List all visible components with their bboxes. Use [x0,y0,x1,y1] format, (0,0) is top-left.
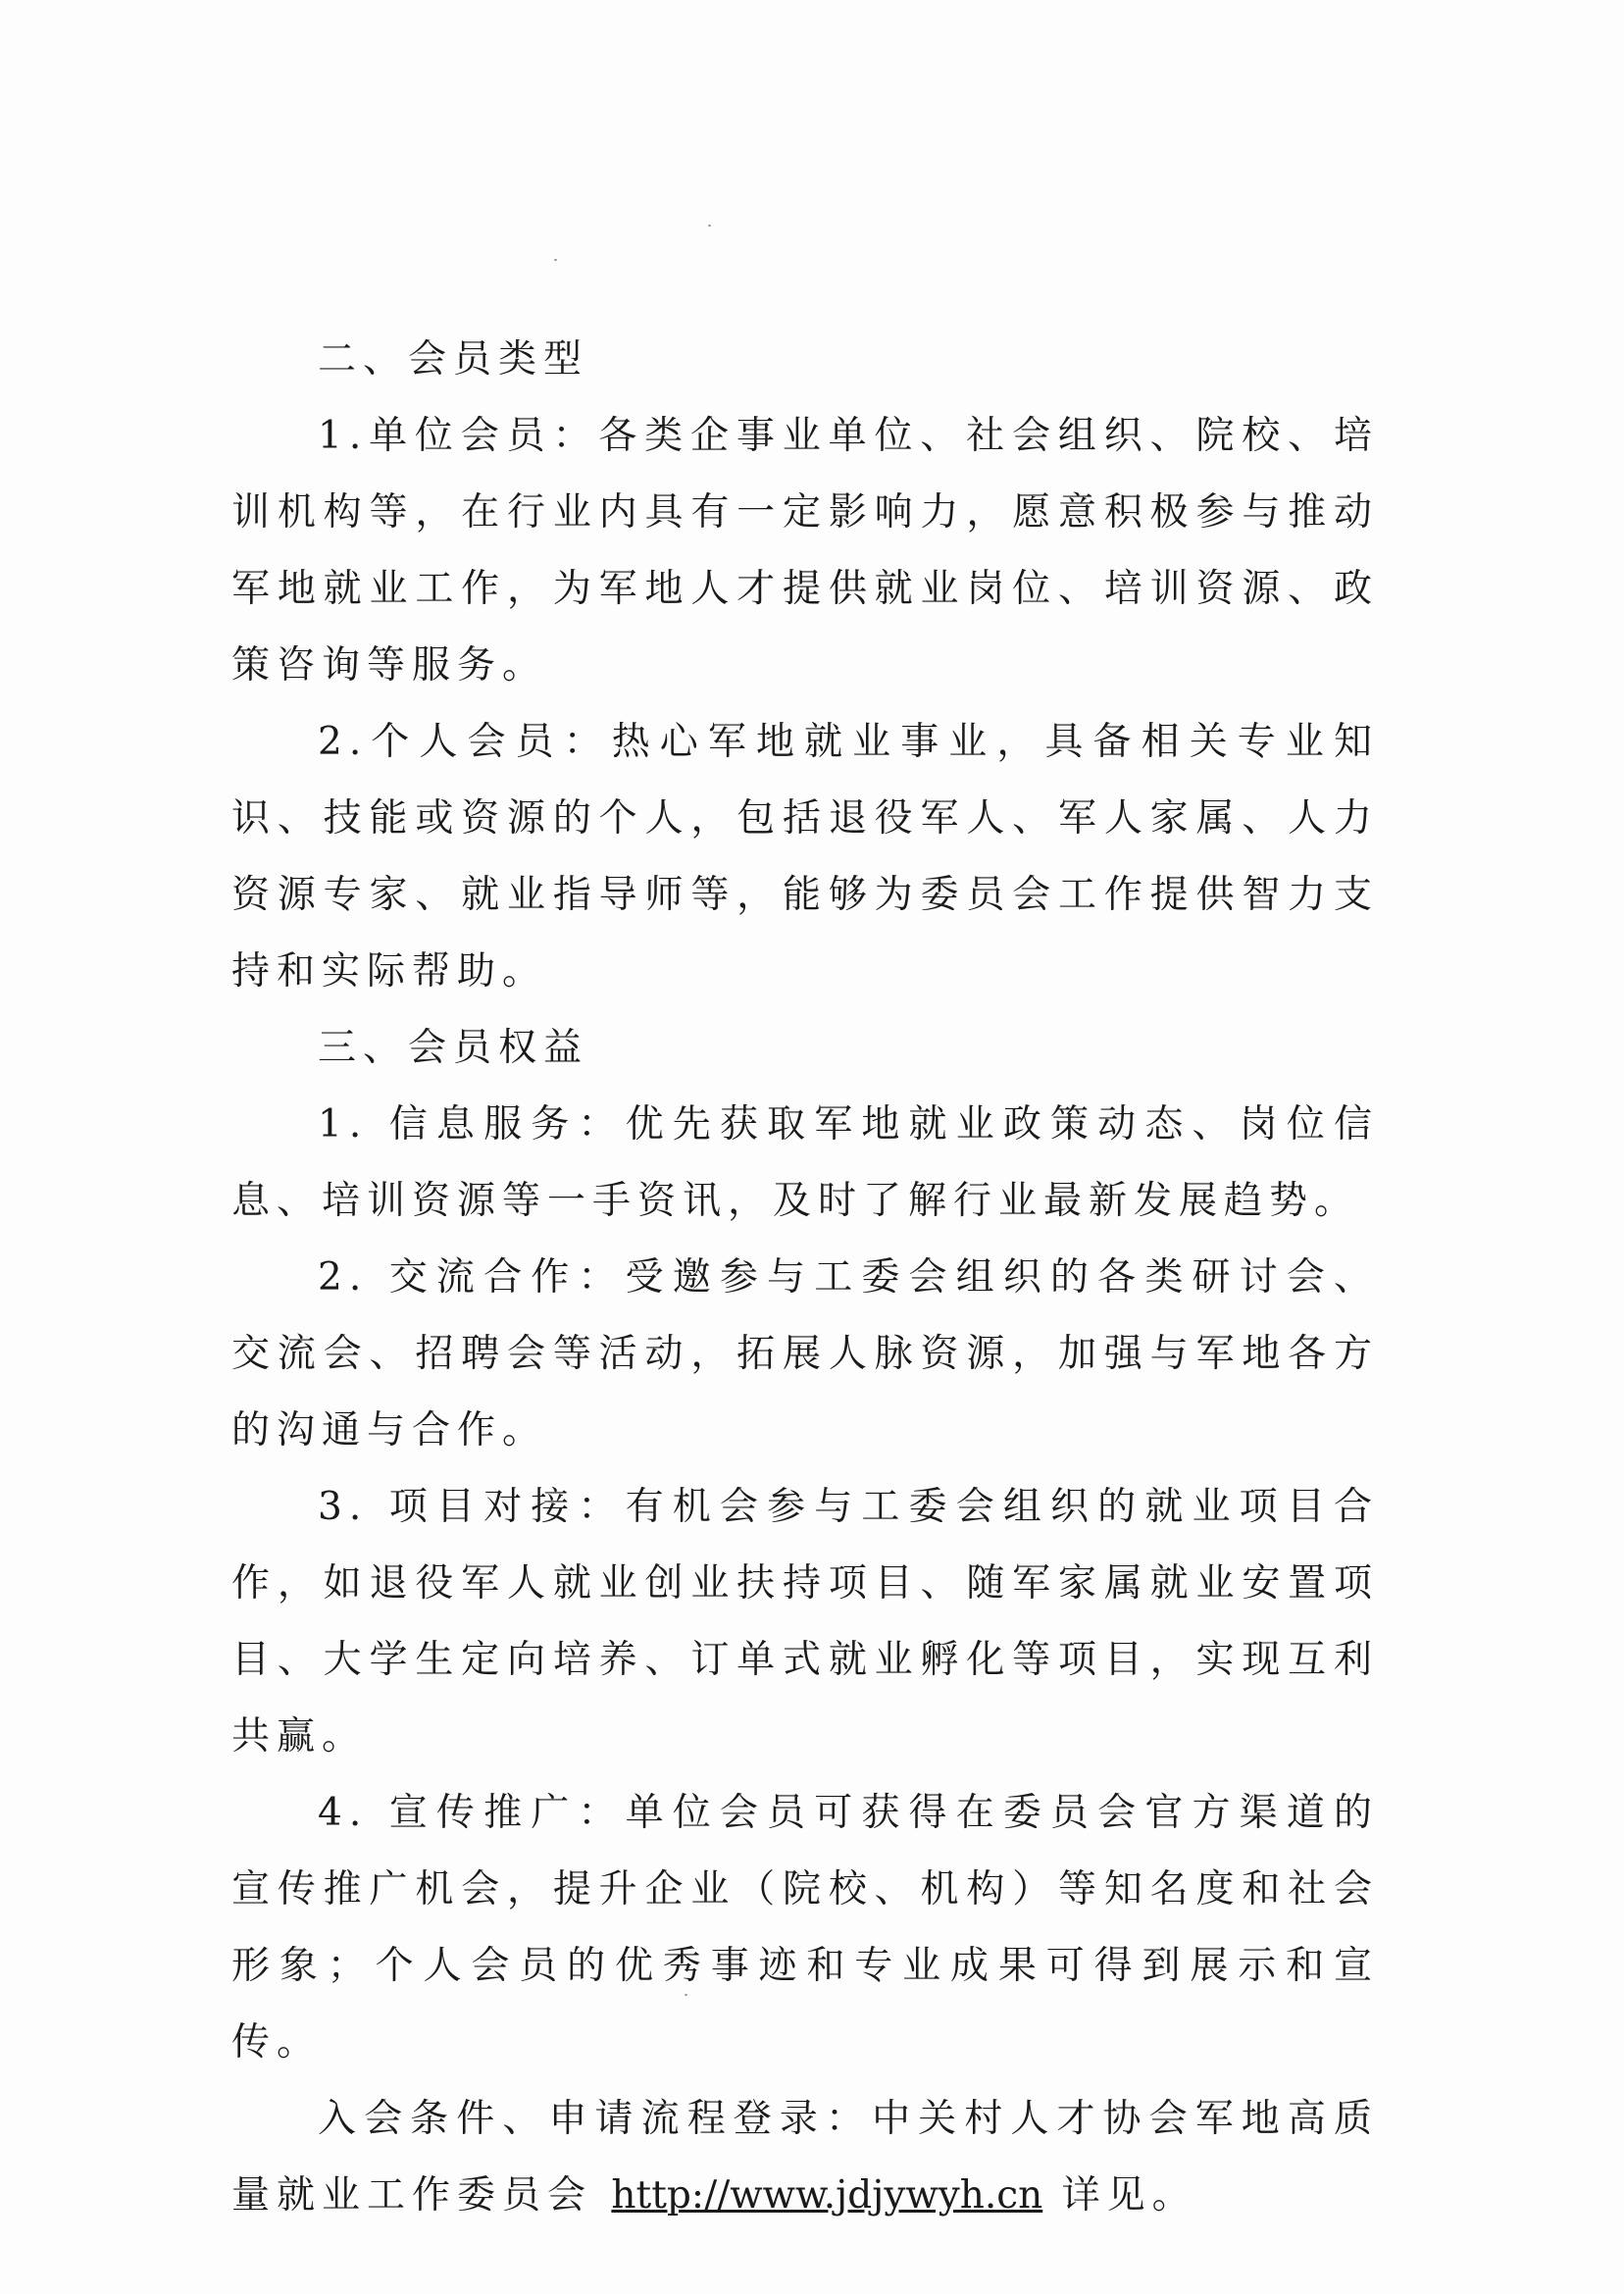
item-lead: 2. 交流合作： [318,1255,626,1300]
section-member-types [231,322,1379,1010]
paragraph-project-matching [231,1469,1379,1775]
section-heading: 三、会员权益 [318,1026,589,1070]
item-lead: 1.单位会员： [318,414,599,458]
paragraph-closing [231,2081,1379,2234]
item-lead: 2.个人会员： [318,720,612,764]
closing-suffix: 详见。 [1042,2173,1197,2218]
scan-speck [708,225,711,227]
paragraph-exchange-cooperation [231,1240,1379,1469]
paragraph-promotion [231,1775,1379,2081]
paragraph-info-service [231,1087,1379,1240]
paragraph-individual-member [231,704,1379,1010]
item-text: 单位会员可获得在委员会官方渠道的宣传推广机会，提升企业（院校、机构）等知名度和社会形象；个人会员的优秀事迹和专业成果可得到展示和宣传。 [231,1791,1379,2065]
item-lead: 4. 宣传推广： [318,1791,626,1835]
paragraph-unit-member [231,398,1379,704]
scan-speck [554,259,557,261]
item-text: 受邀参与工委会组织的各类研讨会、交流会、招聘会等活动，拓展人脉资源，加强与军地各方的沟通与合作。 [231,1255,1379,1453]
item-text: 有机会参与工委会组织的就业项目合作，如退役军人就业创业扶持项目、随军家属就业安置项目、大学生定向培养、订单式就业孵化等项目，实现互利共赢。 [231,1485,1379,1759]
website-link[interactable]: http://www.jdjywyh.cn [611,2173,1043,2218]
closing-prefix: 入会条件、申请流程登录：中关村人才协会军地高质量就业工作委员会 [231,2097,1379,2218]
item-text: 热心军地就业事业，具备相关专业知识、技能或资源的个人，包括退役军人、军人家属、人力资源专家、就业指导师等，能够为委员会工作提供智力支持和实际帮助。 [231,720,1379,994]
document-body [231,322,1379,2234]
item-text: 优先获取军地就业政策动态、岗位信息、培训资源等一手资讯，及时了解行业最新发展趋势。 [231,1102,1379,1223]
item-text: 各类企事业单位、社会组织、院校、培训机构等，在行业内具有一定影响力，愿意积极参与推动军地就业工作，为军地人才提供就业岗位、培训资源、政策咨询等服务。 [231,414,1379,688]
item-lead: 3. 项目对接： [318,1485,626,1529]
item-lead: 1. 信息服务： [318,1102,626,1147]
section-member-rights [231,1010,1379,2081]
section-heading: 二、会员类型 [318,337,589,382]
